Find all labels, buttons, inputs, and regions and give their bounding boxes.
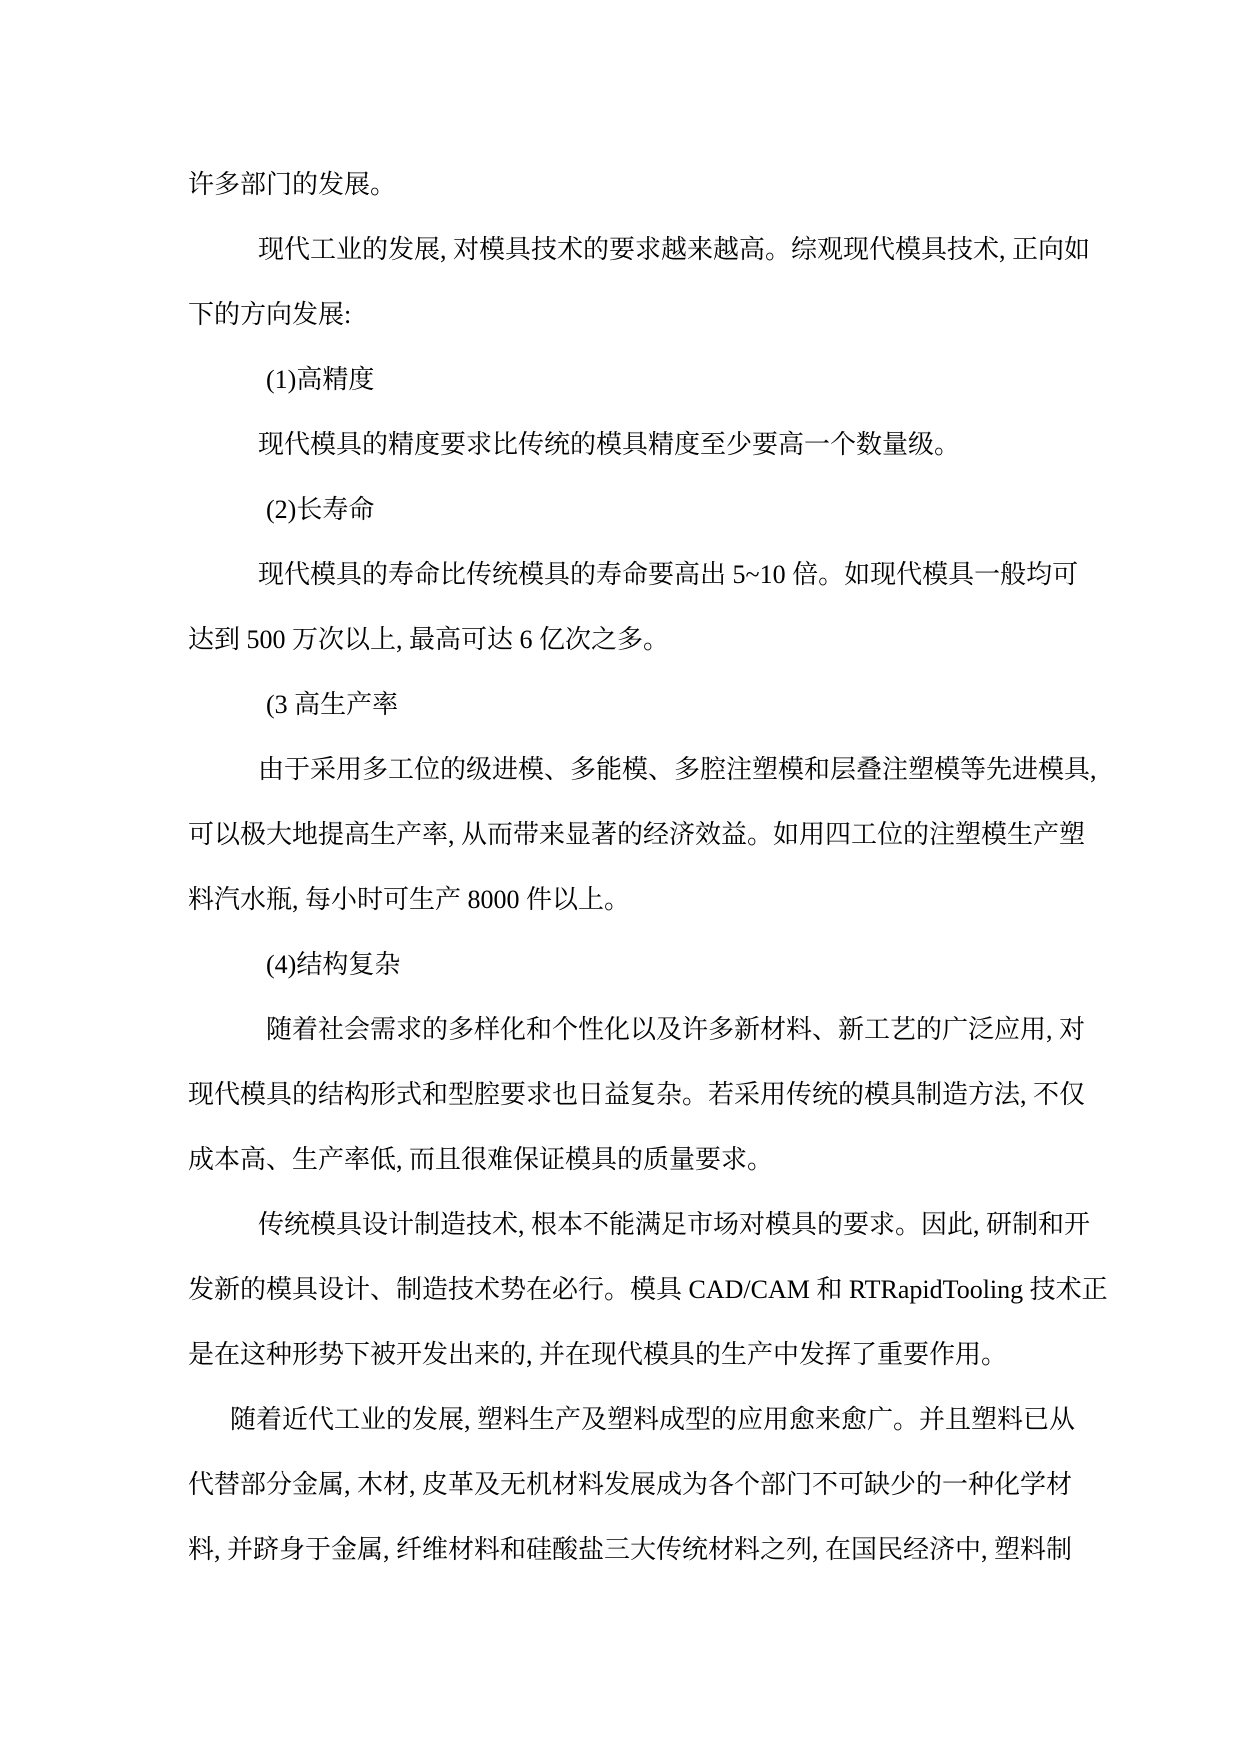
text-line-19: 是在这种形势下被开发出来的, 并在现代模具的生产中发挥了重要作用。 [188, 1340, 1008, 1369]
text-line-16: 成本高、生产率低, 而且很难保证模具的质量要求。 [188, 1145, 774, 1174]
text-line-21: 代替部分金属, 木材, 皮革及无机材料发展成为各个部门不可缺少的一种化学材 [188, 1470, 1073, 1499]
text-line-5: 现代模具的精度要求比传统的模具精度至少要高一个数量级。 [258, 430, 961, 459]
text-line-4: (1)高精度 [266, 365, 375, 394]
text-line-2: 现代工业的发展, 对模具技术的要求越来越高。综观现代模具技术, 正向如 [258, 235, 1091, 264]
text-line-18: 发新的模具设计、制造技术势在必行。模具 CAD/CAM 和 RTRapidTooling 技术正 [188, 1275, 1108, 1304]
text-line-14: 随着社会需求的多样化和个性化以及许多新材料、新工艺的广泛应用, 对 [266, 1015, 1086, 1044]
text-line-13: (4)结构复杂 [266, 950, 401, 979]
text-line-20: 随着近代工业的发展, 塑料生产及塑料成型的应用愈来愈广。并且塑料已从 [230, 1405, 1076, 1434]
text-line-22: 料, 并跻身于金属, 纤维材料和硅酸盐三大传统材料之列, 在国民经济中, 塑料制 [188, 1535, 1073, 1564]
text-line-17: 传统模具设计制造技术, 根本不能满足市场对模具的要求。因此, 研制和开 [258, 1210, 1091, 1239]
text-line-6: (2)长寿命 [266, 495, 375, 524]
text-line-12: 料汽水瓶, 每小时可生产 8000 件以上。 [188, 885, 631, 914]
text-line-10: 由于采用多工位的级进模、多能模、多腔注塑模和层叠注塑模等先进模具, [258, 755, 1097, 784]
text-line-8: 达到 500 万次以上, 最高可达 6 亿次之多。 [188, 625, 670, 654]
text-line-1: 许多部门的发展。 [188, 170, 397, 199]
text-line-7: 现代模具的寿命比传统模具的寿命要高出 5~10 倍。如现代模具一般均可 [258, 560, 1079, 589]
document-text-block [188, 152, 1108, 1582]
text-line-3: 下的方向发展: [188, 300, 352, 329]
text-line-15: 现代模具的结构形式和型腔要求也日益复杂。若采用传统的模具制造方法, 不仅 [188, 1080, 1086, 1109]
text-line-11: 可以极大地提高生产率, 从而带来显著的经济效益。如用四工位的注塑模生产塑 [188, 820, 1086, 849]
text-line-9: (3 高生产率 [266, 690, 399, 719]
